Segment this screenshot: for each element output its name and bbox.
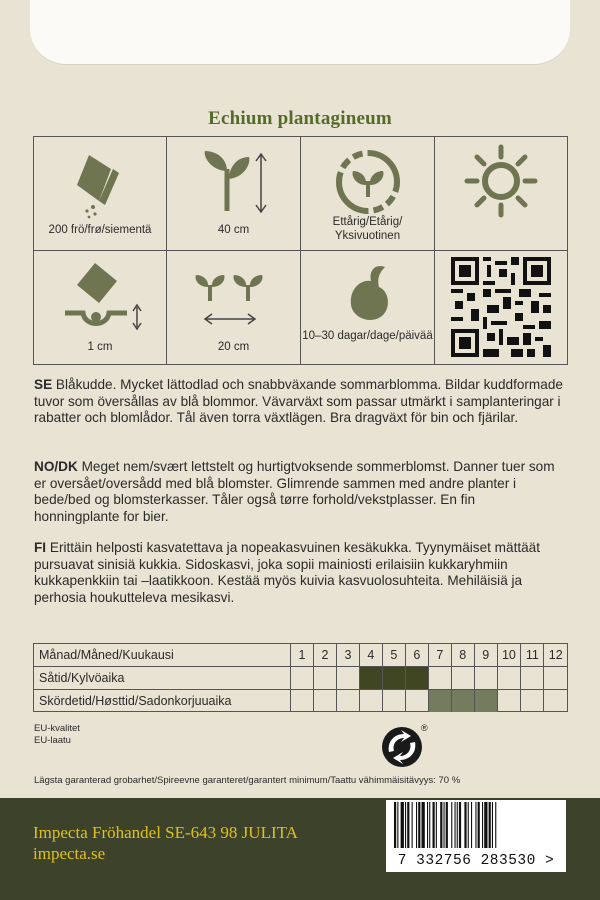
sowing-month-cell	[474, 667, 497, 690]
barcode-bar	[475, 802, 476, 848]
sowing-month-cell	[291, 667, 314, 690]
registered-mark: ®	[421, 723, 428, 733]
harvest-month-cell	[544, 690, 567, 713]
barcode-bar	[484, 802, 487, 848]
barcode-bar	[407, 802, 409, 848]
barcode-bar	[455, 802, 456, 848]
barcode-bar	[433, 802, 435, 848]
harvest-month-cell	[405, 690, 428, 713]
lifecycle-cell	[301, 137, 435, 251]
germination-time-icon	[333, 259, 403, 329]
plant-spacing-cell	[167, 251, 301, 364]
barcode-bar	[495, 802, 496, 848]
sprout-height-icon	[199, 149, 269, 219]
harvest-month-cell	[521, 690, 544, 713]
germination-time-cell	[301, 251, 435, 364]
barcode-bar	[446, 802, 448, 848]
barcode-bar	[397, 802, 398, 848]
barcode-bar	[482, 802, 483, 848]
month-9: 9	[474, 644, 497, 667]
barcode-bar	[489, 802, 491, 848]
month-4: 4	[359, 644, 382, 667]
harvest-month-cell	[382, 690, 405, 713]
eu-quality-line-2: EU-laatu	[34, 735, 71, 746]
harvest-time-label: Skördetid/Høsttid/Sadonkorjuuaika	[34, 690, 291, 713]
harvest-month-cell	[313, 690, 336, 713]
barcode-bar	[444, 802, 445, 848]
harvest-time-row	[34, 690, 567, 713]
qr-code-icon[interactable]	[451, 257, 551, 357]
sowing-month-cell	[359, 667, 382, 690]
lang-code-se: SE	[34, 377, 53, 392]
plant-spacing-icon	[194, 273, 274, 333]
eu-quality	[34, 723, 80, 747]
barcode-bars	[386, 800, 566, 850]
hang-tab	[30, 0, 570, 65]
barcode-bar	[478, 802, 480, 848]
info-icon-grid	[33, 136, 568, 365]
seed-packet-icon	[65, 151, 135, 221]
barcode-bar	[464, 802, 466, 848]
barcode-bar	[468, 802, 469, 848]
germination-time-caption: 10–30 dagar/dage/päivää	[302, 330, 433, 342]
barcode-bar	[412, 802, 413, 848]
sowing-depth-cell	[34, 251, 167, 364]
lifecycle-caption: Ettårig/Etårig/ Yksivuotinen	[332, 216, 403, 242]
sowing-month-cell	[497, 667, 520, 690]
barcode-bar	[471, 802, 472, 848]
description-nodk-text: Meget nem/svært lettstelt og hurtigtvoksende sommerblomst. Danner tuer som er oversået/oversådd med blå blomster. Glimrende sammen med andre planter i bede/bed og blomsterkasser. Tåler også tørre forhold/vekstplasser. En fin honningplante for bier.	[34, 459, 555, 524]
sowing-depth-caption: 1 cm	[87, 341, 113, 353]
month-6: 6	[405, 644, 428, 667]
sowing-month-cell	[336, 667, 359, 690]
description-se	[34, 377, 564, 427]
description-se-text: Blåkudde. Mycket lättodlad och snabbväxande sommarblomma. Bildar kuddformade tuvor som översållas av blå blommor. Vävarväxt som passar utmärkt i samplanteringar i rabatter och blomlådor. Tål även torra växtlägen. Bra dragväxt för bin och fjärilar.	[34, 377, 563, 425]
calendar-header-row	[34, 644, 567, 667]
barcode-bar	[401, 802, 404, 848]
month-5: 5	[382, 644, 405, 667]
barcode-bar	[429, 802, 430, 848]
barcode-bar	[394, 802, 396, 848]
barcode-bar	[459, 802, 461, 848]
sowing-month-cell	[405, 667, 428, 690]
month-12: 12	[544, 644, 567, 667]
sowing-month-cell	[313, 667, 336, 690]
sowing-depth-icon	[55, 261, 145, 333]
species-title: Echium plantagineum	[208, 108, 392, 129]
description-fi-text: Erittäin helposti kasvatettava ja nopeakasvuinen kesäkukka. Tyynymäiset mättäät pursuavat sinisiä kukkia. Sidoskasvi, joka sopii mainiosti erilaisiin kukkaryhmiin kukkapenkkiin tai –laatikkoon. Kestää myös kuivia kasvuolosuhteita. Mehiläisiä ja perhosia houkutteleva mesikasvi.	[34, 540, 541, 605]
full-sun-icon	[461, 141, 541, 221]
lang-code-nodk: NO/DK	[34, 459, 78, 474]
company-address: Impecta Fröhandel SE-643 98 JULITA	[33, 823, 298, 842]
calendar-header-label: Månad/Måned/Kuukausi	[34, 644, 291, 667]
seed-count-caption: 200 frö/frø/siementä	[48, 224, 152, 236]
green-dot-recycling-icon	[380, 722, 430, 770]
description-fi	[34, 540, 564, 606]
germination-guarantee: Lägsta garanterad grobarhet/Spireevne garanteret/garantert minimum/Taattu vähimmäisitävyys: 70 %	[34, 775, 461, 786]
eu-quality-line-1: EU-kvalitet	[34, 723, 80, 734]
lang-code-fi: FI	[34, 540, 47, 555]
sowing-time-row	[34, 667, 567, 690]
company-info	[33, 822, 298, 864]
sowing-month-cell	[544, 667, 567, 690]
harvest-month-cell	[291, 690, 314, 713]
plant-height-caption: 40 cm	[217, 224, 250, 236]
sowing-month-cell	[451, 667, 474, 690]
month-10: 10	[497, 644, 520, 667]
month-11: 11	[521, 644, 544, 667]
barcode-bar	[440, 802, 442, 848]
barcode-bar	[451, 802, 452, 848]
harvest-month-cell	[336, 690, 359, 713]
month-2: 2	[313, 644, 336, 667]
month-3: 3	[336, 644, 359, 667]
description-nodk	[34, 459, 564, 525]
sowing-calendar	[33, 643, 568, 712]
barcode-bar	[436, 802, 437, 848]
barcode-bar	[427, 802, 428, 848]
barcode-bar	[405, 802, 406, 848]
month-1: 1	[291, 644, 314, 667]
barcode-bar	[418, 802, 420, 848]
sowing-month-cell	[382, 667, 405, 690]
company-website[interactable]: impecta.se	[33, 844, 106, 863]
barcode-bar	[457, 802, 458, 848]
annual-cycle-icon	[333, 147, 403, 217]
month-7: 7	[428, 644, 451, 667]
harvest-month-cell	[497, 690, 520, 713]
harvest-month-cell	[428, 690, 451, 713]
barcode-number: 7 332756 283530 >	[386, 850, 566, 872]
qr-cell	[435, 251, 567, 364]
barcode-bar	[422, 802, 425, 848]
plant-height-cell	[167, 137, 301, 251]
barcode-bar	[416, 802, 417, 848]
harvest-month-cell	[474, 690, 497, 713]
sowing-month-cell	[428, 667, 451, 690]
sun-cell	[435, 137, 567, 251]
barcode-bar	[492, 802, 493, 848]
harvest-month-cell	[359, 690, 382, 713]
seed-count-cell	[34, 137, 167, 251]
sowing-time-label: Såtid/Kylvöaika	[34, 667, 291, 690]
harvest-month-cell	[451, 690, 474, 713]
plant-spacing-caption: 20 cm	[217, 341, 250, 353]
month-8: 8	[451, 644, 474, 667]
sowing-month-cell	[521, 667, 544, 690]
